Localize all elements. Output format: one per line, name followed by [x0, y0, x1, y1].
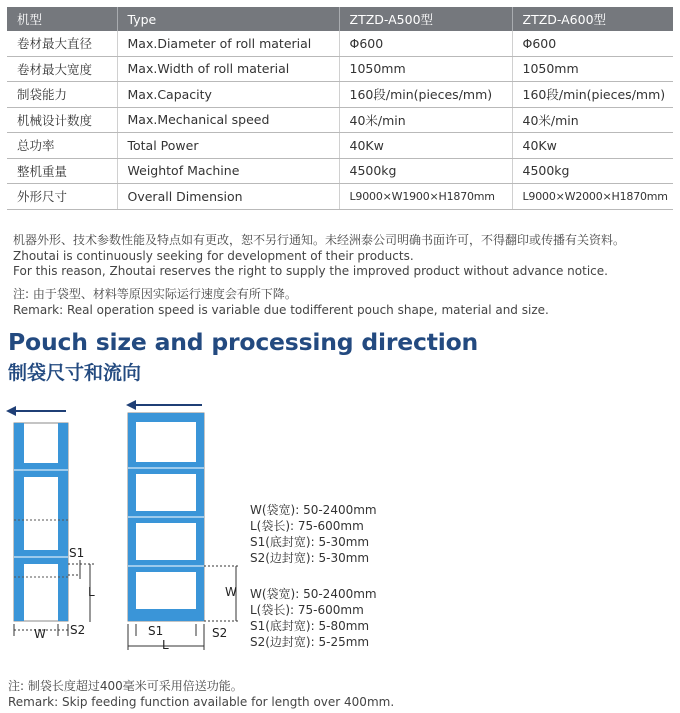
row-label-en: Max.Width of roll material: [117, 56, 339, 82]
row-label-cn: 整机重量: [7, 158, 117, 184]
header-a500: ZTZD-A500型: [339, 7, 512, 31]
footer-cn: 注: 制袋长度超过400毫米可采用倍送功能。: [8, 679, 243, 693]
label-l-right: L: [162, 638, 169, 652]
row-label-cn: 总功率: [7, 133, 117, 159]
table-row: [7, 107, 673, 133]
cell-a600: 1050mm: [512, 56, 673, 82]
header-a600: ZTZD-A600型: [512, 7, 673, 31]
label-s1-right: S1: [148, 624, 164, 638]
table-row: [7, 184, 673, 210]
cell-a500: 160段/min(pieces/mm): [339, 82, 512, 108]
header-model-cn: 机型: [7, 7, 117, 31]
row-label-en: Max.Diameter of roll material: [117, 31, 339, 56]
label-l-left: L: [88, 585, 95, 599]
spec-b-line: W(袋宽): 50-2400mm: [250, 587, 377, 601]
footer-en: Remark: Skip feeding function available for length over 400mm.: [8, 695, 395, 709]
spec-a-line: S1(底封宽): 5-30mm: [250, 535, 370, 549]
row-label-cn: 卷材最大直径: [7, 31, 117, 56]
table-row: [7, 158, 673, 184]
table-row: [7, 133, 673, 159]
direction-arrow-left: [6, 406, 66, 416]
disclaimer-notes: [13, 233, 625, 280]
note-en-2: For this reason, Zhoutai reserves the right to supply the improved product without advance notice.: [13, 264, 608, 278]
label-s2-left: S2: [70, 623, 86, 637]
cell-a600: Φ600: [512, 31, 673, 56]
cell-a500: Φ600: [339, 31, 512, 56]
pouch-spec-a: [250, 502, 377, 566]
row-label-cn: 制袋能力: [7, 82, 117, 108]
row-label-cn: 外形尺寸: [7, 184, 117, 210]
spec-b-line: S1(底封宽): 5-80mm: [250, 619, 370, 633]
spec-b-line: S2(边封宽): 5-25mm: [250, 635, 370, 649]
row-label-en: Max.Mechanical speed: [117, 107, 339, 133]
label-w-left: W: [34, 627, 46, 641]
row-label-en: Overall Dimension: [117, 184, 339, 210]
spec-a-line: S2(边封宽): 5-30mm: [250, 551, 370, 565]
row-label-cn: 机械设计数度: [7, 107, 117, 133]
row-label-cn: 卷材最大宽度: [7, 56, 117, 82]
pouch-strip-left: [14, 423, 68, 621]
row-label-en: Total Power: [117, 133, 339, 159]
cell-a600: 4500kg: [512, 158, 673, 184]
header-type: Type: [117, 7, 339, 31]
label-s2-right: S2: [212, 626, 228, 640]
note-cn: 机器外形、技术参数性能及特点如有更改，恕不另行通知。未经洲泰公司明确书面许可，不得翻印或传播有关资料。: [13, 233, 626, 247]
cell-a600: 40米/min: [512, 107, 673, 133]
cell-a500: 40米/min: [339, 107, 512, 133]
section-subtitle: 制袋尺寸和流向: [8, 362, 142, 384]
cell-a600: 40Kw: [512, 133, 673, 159]
pouch-spec-b: [250, 586, 377, 650]
remark-en: Remark: Real operation speed is variable due todifferent pouch shape, material and size.: [13, 302, 549, 317]
table-header-row: [7, 7, 673, 31]
spec-b-line: L(袋长): 75-600mm: [250, 603, 364, 617]
section-title: Pouch size and processing direction: [8, 328, 479, 356]
cell-a600: L9000×W2000×H1870mm: [512, 184, 673, 210]
cell-a500: 4500kg: [339, 158, 512, 184]
label-w-right: W: [225, 585, 237, 599]
speed-remark: [13, 287, 549, 318]
table-row: [7, 31, 673, 56]
row-label-en: Max.Capacity: [117, 82, 339, 108]
spec-table: [7, 7, 673, 210]
spec-a-line: L(袋长): 75-600mm: [250, 519, 364, 533]
footer-remark: [8, 678, 394, 710]
cell-a500: L9000×W1900×H1870mm: [339, 184, 512, 210]
cell-a600: 160段/min(pieces/mm): [512, 82, 673, 108]
row-label-en: Weightof Machine: [117, 158, 339, 184]
cell-a500: 40Kw: [339, 133, 512, 159]
pouch-strip-right: [128, 413, 204, 621]
table-row: [7, 56, 673, 82]
table-row: [7, 82, 673, 108]
direction-arrow-right: [126, 400, 202, 410]
remark-cn: 注: 由于袋型、材料等原因实际运行速度会有所下降。: [13, 287, 297, 301]
spec-a-line: W(袋宽): 50-2400mm: [250, 503, 377, 517]
label-s1-left: S1: [69, 546, 85, 560]
cell-a500: 1050mm: [339, 56, 512, 82]
note-en-1: Zhoutai is continuously seeking for development of their products.: [13, 248, 414, 263]
